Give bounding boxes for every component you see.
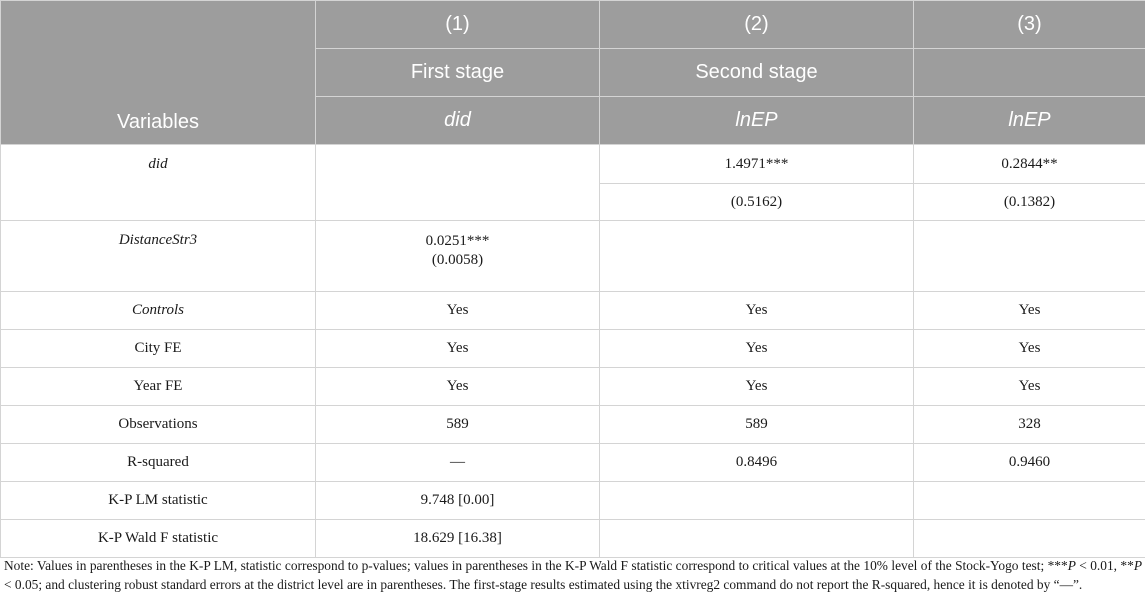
row-label-did: did	[1, 145, 316, 221]
cell-observations-col-3: 328	[914, 406, 1145, 444]
cell-distance-col-1-coef: 0.0251***	[425, 233, 490, 249]
row-label-observations: Observations	[1, 406, 316, 444]
table-row-year-fe	[1, 368, 1145, 406]
cell-kp-wald-col-3	[914, 520, 1145, 558]
dep-var-col-3: lnEP	[914, 97, 1145, 145]
cell-kp-lm-col-3	[914, 482, 1145, 520]
cell-controls-col-3: Yes	[914, 292, 1145, 330]
row-label-distance: DistanceStr3	[1, 221, 316, 292]
col-1-number: (1)	[316, 1, 600, 49]
dep-var-col-1: did	[316, 97, 600, 145]
table-row-city-fe	[1, 330, 1145, 368]
note-p-symbol-2: P	[1133, 558, 1142, 573]
dep-var-col-2: lnEP	[600, 97, 914, 145]
cell-kp-wald-col-2	[600, 520, 914, 558]
table-row-did	[1, 145, 1145, 184]
cell-did-col-2-se: (0.5162)	[600, 184, 914, 221]
cell-distance-col-3	[914, 221, 1145, 292]
cell-kp-lm-col-1: 9.748 [0.00]	[316, 482, 600, 520]
cell-distance-col-1	[316, 221, 600, 292]
table-row-controls	[1, 292, 1145, 330]
note-text-c: < 0.05; and clustering robust standard errors at the district level are in parentheses. The first-stage results estimated using the xtivreg2 command do not report the R-squared, hence it is denoted by “—”.	[4, 576, 1083, 592]
row-label-kp-lm: K-P LM statistic	[1, 482, 316, 520]
table-row-distance	[1, 221, 1145, 292]
cell-controls-col-2: Yes	[600, 292, 914, 330]
cell-did-col-3-se: (0.1382)	[914, 184, 1145, 221]
cell-year-fe-col-2: Yes	[600, 368, 914, 406]
cell-r-squared-col-2: 0.8496	[600, 444, 914, 482]
cell-year-fe-col-1: Yes	[316, 368, 600, 406]
cell-did-col-1	[316, 145, 600, 221]
variables-header: Variables	[1, 1, 316, 145]
cell-controls-col-1: Yes	[316, 292, 600, 330]
cell-observations-col-2: 589	[600, 406, 914, 444]
cell-did-col-3-coef: 0.2844**	[914, 145, 1145, 184]
cell-city-fe-col-2: Yes	[600, 330, 914, 368]
row-label-year-fe: Year FE	[1, 368, 316, 406]
cell-kp-lm-col-2	[600, 482, 914, 520]
cell-did-col-2-coef: 1.4971***	[600, 145, 914, 184]
row-label-controls: Controls	[1, 292, 316, 330]
cell-observations-col-1: 589	[316, 406, 600, 444]
col-3-stage-header-empty	[914, 49, 1145, 97]
cell-r-squared-col-3: 0.9460	[914, 444, 1145, 482]
row-label-kp-wald: K-P Wald F statistic	[1, 520, 316, 558]
note-text-b: < 0.01, **	[1075, 558, 1134, 573]
cell-distance-col-1-se: (0.0058)	[431, 252, 484, 268]
table-row-observations	[1, 406, 1145, 444]
table-footnote	[4, 557, 1142, 594]
second-stage-header: Second stage	[600, 49, 914, 97]
table-row-r-squared	[1, 444, 1145, 482]
table-row-kp-lm	[1, 482, 1145, 520]
first-stage-header: First stage	[316, 49, 600, 97]
header-row-col-numbers	[1, 1, 1145, 49]
cell-year-fe-col-3: Yes	[914, 368, 1145, 406]
row-label-r-squared: R-squared	[1, 444, 316, 482]
table-row-kp-wald	[1, 520, 1145, 558]
cell-city-fe-col-3: Yes	[914, 330, 1145, 368]
cell-distance-col-2	[600, 221, 914, 292]
cell-city-fe-col-1: Yes	[316, 330, 600, 368]
note-p-symbol-1: P	[1067, 558, 1076, 573]
col-3-number: (3)	[914, 1, 1145, 49]
col-2-number: (2)	[600, 1, 914, 49]
row-label-city-fe: City FE	[1, 330, 316, 368]
note-text-a: Note: Values in parentheses in the K-P LM, statistic correspond to p-values; values in parentheses in the K-P Wald F statistic correspond to critical values at the 10% level of the Stock-Yogo test; ***	[4, 558, 1068, 573]
cell-r-squared-col-1: —	[316, 444, 600, 482]
cell-kp-wald-col-1: 18.629 [16.38]	[316, 520, 600, 558]
